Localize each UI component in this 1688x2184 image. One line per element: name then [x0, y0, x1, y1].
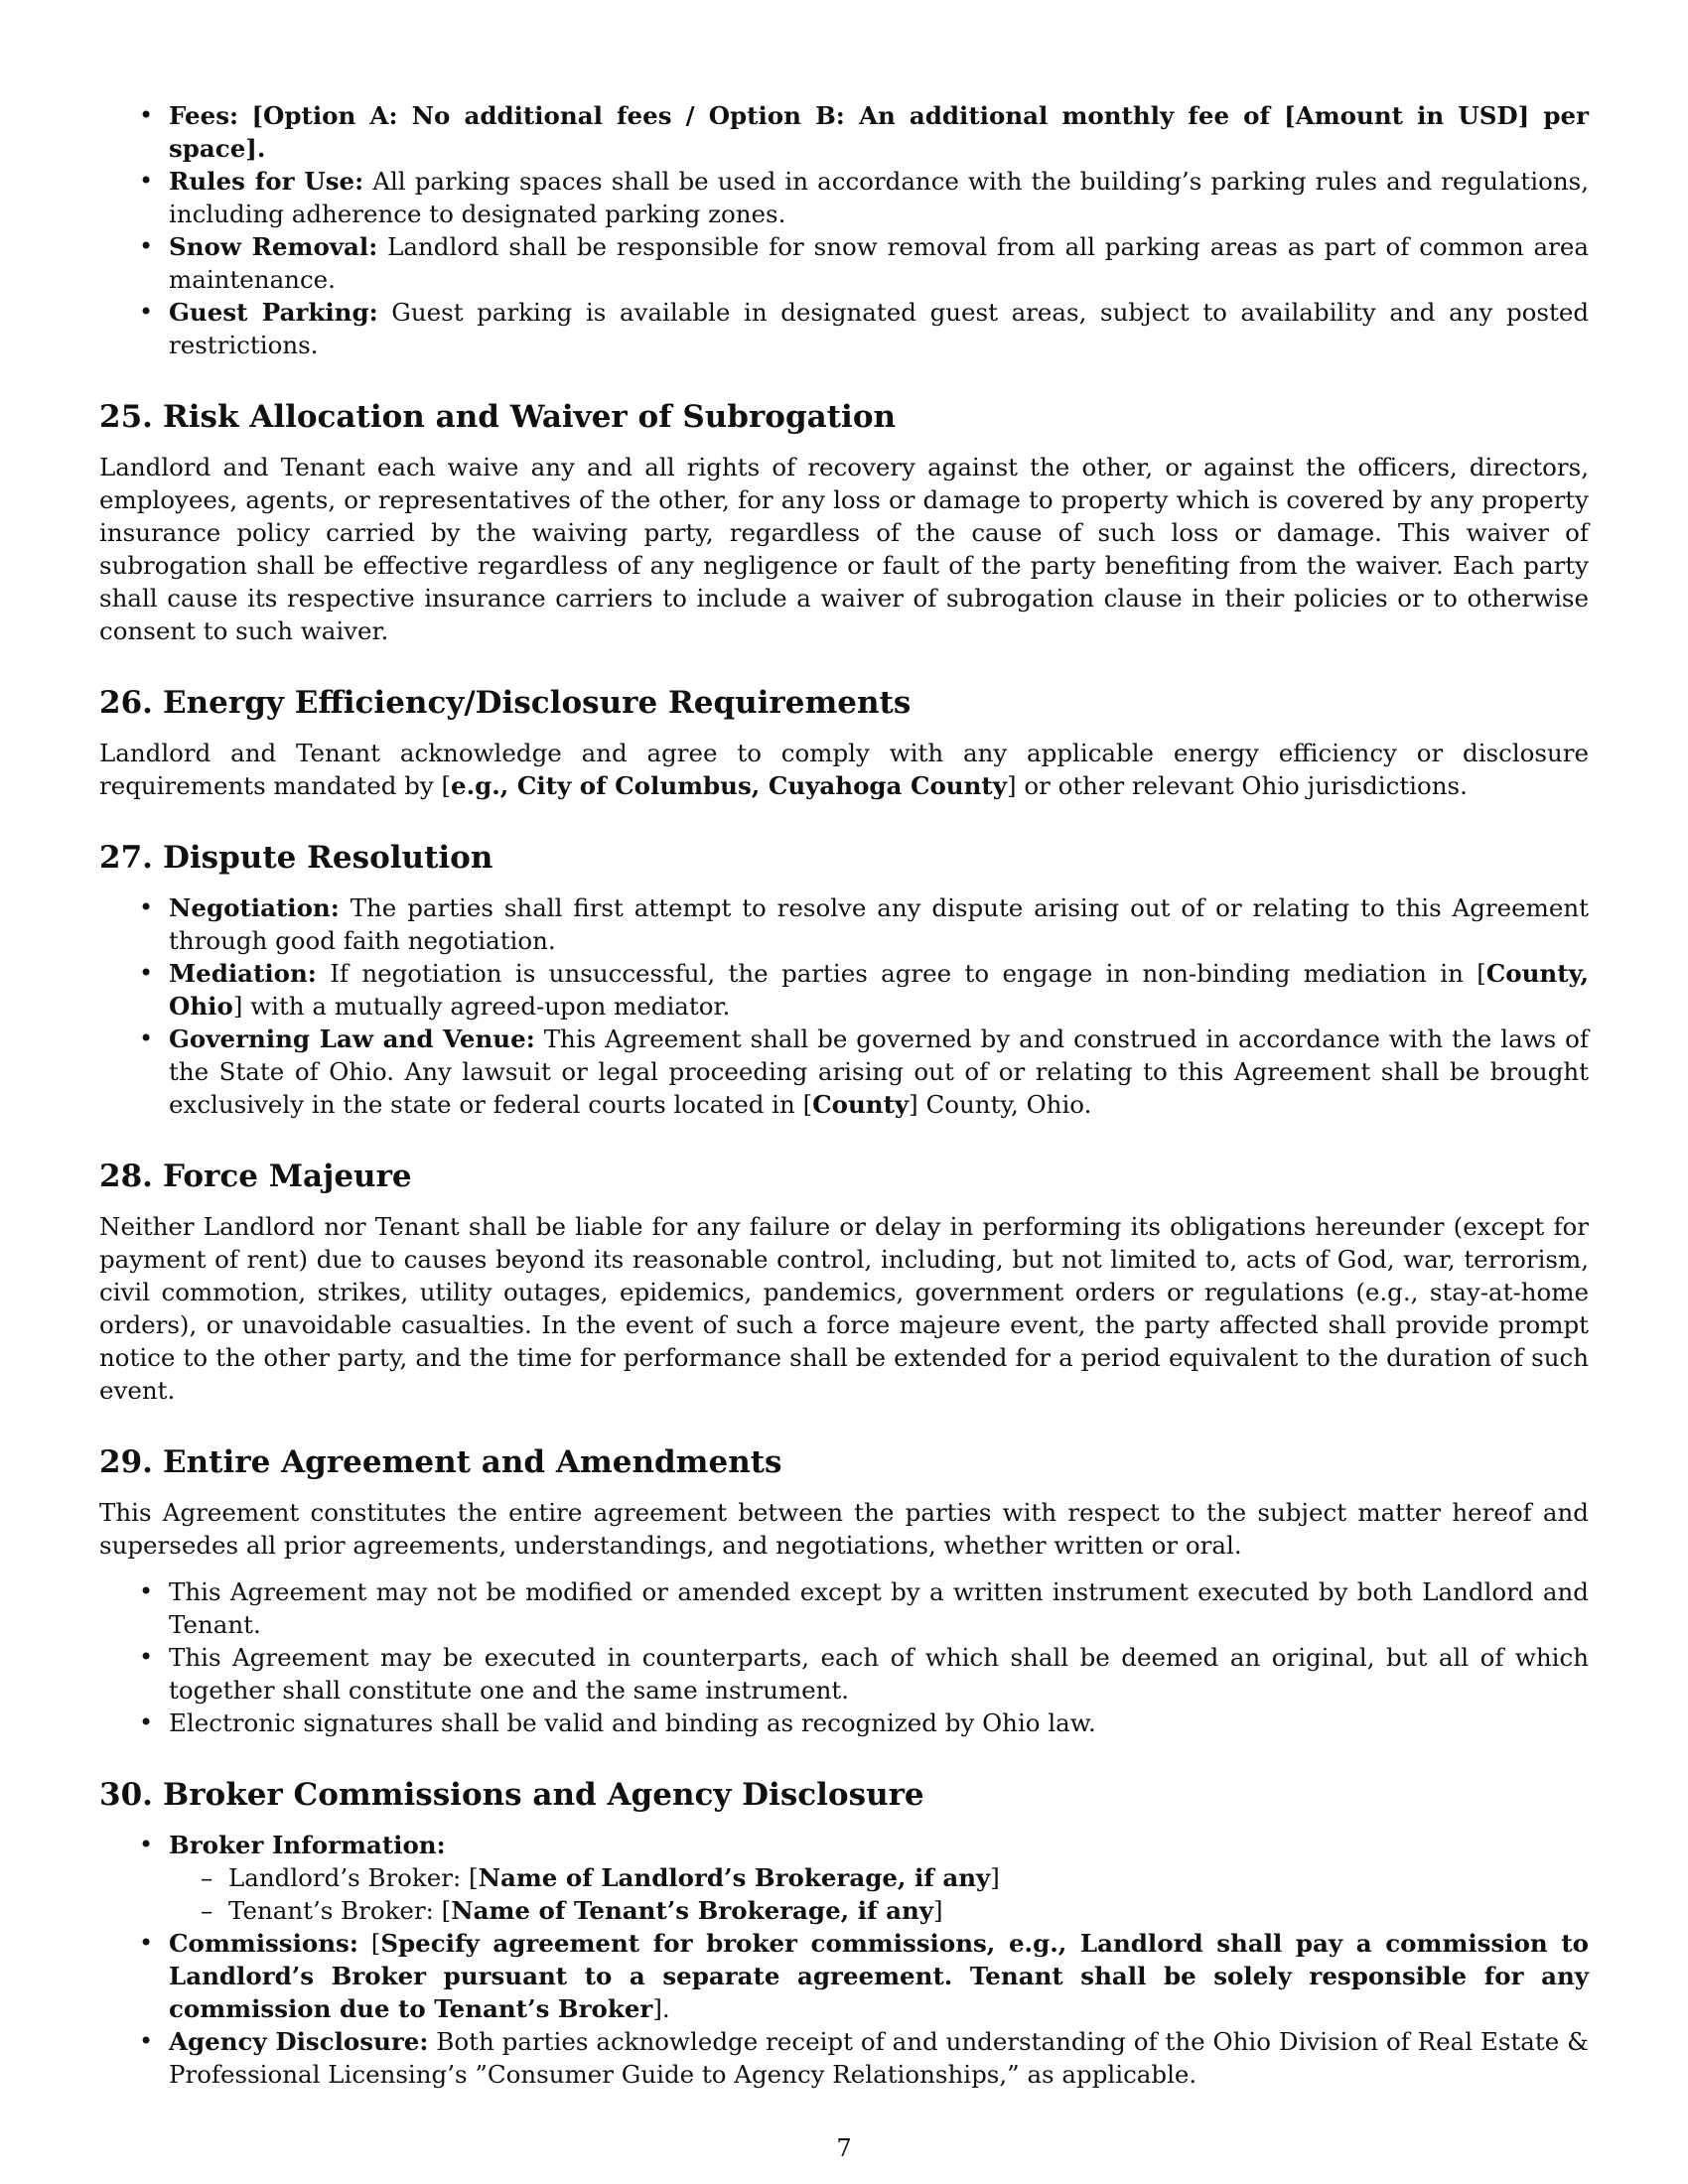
section-body [99, 737, 1589, 802]
item-bold: County, Ohio [169, 959, 1589, 1021]
broker-sublist [169, 1861, 1589, 1927]
item-text: ] with a mutually agreed-upon mediator. [232, 992, 731, 1021]
page-number: 7 [836, 2134, 852, 2162]
section-title: Entire Agreement and Amendments [163, 1444, 782, 1480]
section-heading [99, 397, 1589, 437]
section-number: 26. [99, 685, 153, 721]
item-label: Agency Disclosure: [169, 2027, 429, 2056]
item-text: ] [990, 1863, 1000, 1892]
section-heading [99, 838, 1589, 878]
section-title: Energy Efficiency/Disclosure Requirements [163, 685, 912, 721]
list-item [99, 957, 1589, 1023]
item-label: Governing Law and Venue: [169, 1024, 535, 1053]
document-page [99, 99, 1589, 2091]
section-number: 29. [99, 1444, 153, 1480]
item-bold: Name of Landlord’s Brokerage, if any [478, 1863, 991, 1892]
dispute-list [99, 891, 1589, 1121]
section-heading [99, 1157, 1589, 1196]
section-title: Force Majeure [163, 1159, 412, 1194]
section-title: Risk Allocation and Waiver of Subrogation [163, 399, 897, 435]
item-text: Both parties acknowledge receipt of and understanding of the Ohio Division of Real Estate & Professional Licensing’s ”Consumer Guide to Agency Relationships,” as applicable. [169, 2027, 1589, 2089]
item-text: Landlord shall be responsible for snow removal from all parking areas as part of common area maintenance. [169, 232, 1589, 294]
item-text: ]. [652, 1994, 670, 2023]
item-label: Guest Parking: [169, 298, 378, 327]
item-bold: Specify agreement for broker commissions, e.g., Landlord shall pay a commission to Landlord’s Broker pursuant to a separate agreement. Tenant shall be solely responsible for any commission due to Tenant’s Broker [169, 1929, 1589, 2023]
item-text: Landlord’s Broker: [ [228, 1863, 479, 1892]
item-label: Negotiation: [169, 893, 340, 922]
list-item [99, 99, 1589, 165]
list-item [99, 1023, 1589, 1121]
item-label: Commissions: [169, 1929, 358, 1958]
item-text: Guest parking is available in designated guest areas, subject to availability and any posted restrictions. [169, 298, 1590, 359]
body-text: ] or other relevant Ohio jurisdictions. [1006, 771, 1468, 800]
item-text: ] [933, 1896, 943, 1925]
list-item [99, 296, 1589, 361]
item-label: Fees: [169, 101, 239, 130]
item-text: If negotiation is unsuccessful, the parties agree to engage in non-binding mediation in [ [330, 959, 1486, 988]
body-bold: e.g., City of Columbus, Cuyahoga County [451, 771, 1007, 800]
list-item: • This Agreement may be executed in counterparts, each of which shall be deemed an original, but all of which together shall constitute one and the same instrument. [99, 1641, 1589, 1706]
list-item: • This Agreement may not be modified or amended except by a written instrument executed by both Landlord and Tenant. [99, 1575, 1589, 1641]
section-number: 28. [99, 1159, 153, 1194]
item-label: Rules for Use: [169, 167, 364, 196]
list-item [99, 1829, 1589, 1927]
section-number: 25. [99, 399, 153, 435]
section-title: Dispute Resolution [163, 840, 493, 876]
item-text: This Agreement shall be governed by and construed in accordance with the laws of the State of Ohio. Any lawsuit or legal proceeding arising out of or relating to this Agreement shall be brought exclusively in the state or federal courts located in [ [169, 1024, 1589, 1119]
section-body: This Agreement constitutes the entire agreement between the parties with respect to the subject matter hereof and supersedes all prior agreements, understandings, and negotiations, whether written or oral. [99, 1498, 1589, 1560]
list-item [99, 1927, 1589, 2025]
item-text: ] County, Ohio. [909, 1090, 1092, 1119]
parking-list [99, 99, 1589, 361]
sub-list-item [169, 1894, 1589, 1927]
sub-list-item [169, 1861, 1589, 1894]
section-heading [99, 1775, 1589, 1815]
section-body: Landlord and Tenant each waive any and all rights of recovery against the other, or against the officers, directors, employees, agents, or representatives of the other, for any loss or damage to property which is covered by any property insurance policy carried by the waiving party, regardless of the cause of such loss or damage. This waiver of subrogation shall be effective regardless of any negligence or fault of the party benefiting from the waiver. Each party shall cause its respective insurance carriers to include a waiver of subrogation clause in their policies or to otherwise consent to such waiver. [99, 453, 1589, 645]
list-item: • Electronic signatures shall be valid and binding as recognized by Ohio law. [99, 1706, 1589, 1739]
broker-list [99, 1829, 1589, 2091]
item-text: [ [357, 1929, 381, 1958]
body-text: Landlord and Tenant acknowledge and agree to comply with any applicable energy efficiency or disclosure requirements mandated by [ [99, 739, 1589, 800]
section-body: Neither Landlord nor Tenant shall be liable for any failure or delay in performing its obligations hereunder (except for payment of rent) due to causes beyond its reasonable control, including, but not limited to, acts of God, war, terrorism, civil commotion, strikes, utility outages, epidemics, pandemics, government orders or regulations (e.g., stay-at-home orders), or unavoidable casualties. In the event of such a force majeure event, the party affected shall provide prompt notice to the other party, and the time for performance shall be extended for a period equivalent to the duration of such event. [99, 1212, 1589, 1405]
item-text: Tenant’s Broker: [ [228, 1896, 452, 1925]
list-item [99, 230, 1589, 296]
item-bold: Name of Tenant’s Brokerage, if any [451, 1896, 934, 1925]
item-text: All parking spaces shall be used in accordance with the building’s parking rules and regulations, including adherence to designated parking zones. [169, 167, 1589, 228]
list-item [99, 891, 1589, 957]
item-text: The parties shall first attempt to resolve any dispute arising out of or relating to this Agreement through good faith negotiation. [169, 893, 1589, 955]
item-label: Broker Information: [169, 1831, 446, 1859]
section-title: Broker Commissions and Agency Disclosure [163, 1777, 924, 1813]
item-label: Mediation: [169, 959, 317, 988]
amendments-list [99, 1575, 1589, 1739]
item-label: Snow Removal: [169, 232, 378, 261]
section-number: 27. [99, 840, 153, 876]
item-text: [Option A: No additional fees / Option B: An additional monthly fee of [Amount in USD] per space]. [169, 101, 1589, 163]
section-heading [99, 1442, 1589, 1482]
section-number: 30. [99, 1777, 153, 1813]
item-bold: County [812, 1090, 910, 1119]
list-item [99, 2025, 1589, 2091]
list-item [99, 165, 1589, 230]
section-heading [99, 683, 1589, 723]
